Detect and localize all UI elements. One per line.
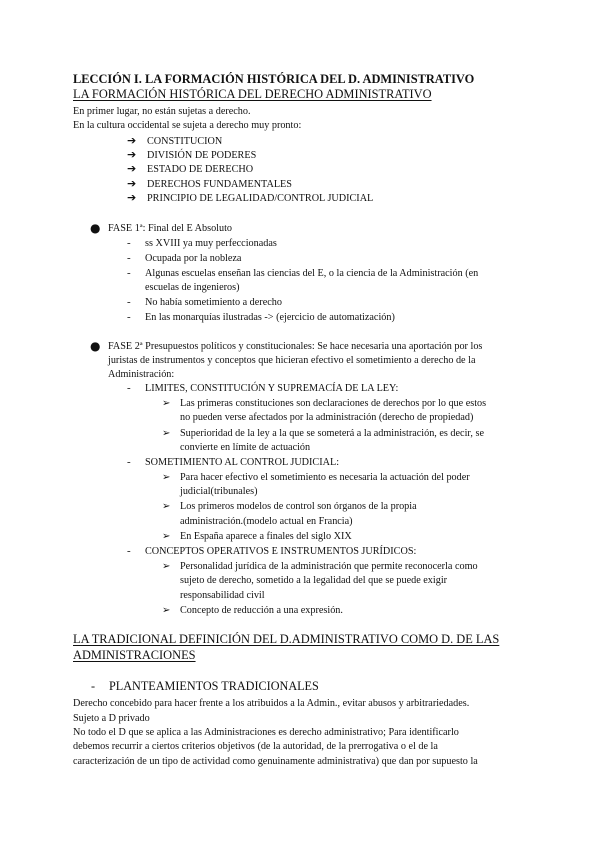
fase2-group-heading: LIMITES, CONSTITUCIÓN Y SUPREMACÍA DE LA LEY: <box>145 383 399 394</box>
triangle-arrow-icon: ➢ <box>162 398 171 409</box>
fase2-subitem: ➢ Superioridad de la ley a la que se someterá a la administración, es decir, se <box>162 428 484 439</box>
section-heading-definicion: ADMINISTRACIONES <box>73 648 196 662</box>
arrow-list-item: ➔ ESTADO DE DERECHO <box>127 162 254 175</box>
arrow-list-item: ➔ DERECHOS FUNDAMENTALES <box>127 177 292 190</box>
arrow-list-item: ➔ DIVISIÓN DE PODERES <box>127 148 257 161</box>
intro-line: En la cultura occidental se sujeta a derecho muy pronto: <box>73 120 302 131</box>
dash-icon: - <box>127 296 131 308</box>
triangle-arrow-icon: ➢ <box>162 605 171 616</box>
dash-icon: - <box>127 237 131 249</box>
dash-icon: - <box>127 252 131 264</box>
paragraph-line: No todo el D que se aplica a las Administraciones es derecho administrativo; Para identificarlo <box>73 727 459 738</box>
arrow-icon: ➔ <box>127 162 137 175</box>
fase1-item: No había sometimiento a derecho <box>145 297 282 308</box>
triangle-arrow-icon: ➢ <box>162 501 171 512</box>
fase2-subitem: ➢ Los primeros modelos de control son órganos de la propia <box>162 501 417 512</box>
fase1-item: ss XVIII ya muy perfeccionadas <box>145 238 277 249</box>
intro-line: En primer lugar, no están sujetas a derecho. <box>73 106 251 117</box>
paragraph-line: Derecho concebido para hacer frente a los atribuidos a la Admin., evitar abusos y arbitrariedades. <box>73 698 470 709</box>
arrow-list-item: ➔ CONSTITUCION <box>127 134 223 147</box>
triangle-arrow-icon: ➢ <box>162 531 171 542</box>
section-heading-definicion: LA TRADICIONAL DEFINICIÓN DEL D.ADMINISTRATIVO COMO D. DE LAS <box>73 632 500 646</box>
fase2-subitem-continuation: responsabilidad civil <box>180 590 265 601</box>
dash-icon: - <box>127 382 131 394</box>
fase2-label: juristas de instrumentos y conceptos que hicieran efectivo el sometimiento a derecho de la <box>108 355 476 366</box>
fase2-subitem: ➢ Concepto de reducción a una expresión. <box>162 605 343 616</box>
fase2-subitem-continuation: administración.(modelo actual en Francia) <box>180 516 353 527</box>
fase1-label: FASE 1ª: Final del E Absoluto <box>108 223 233 234</box>
fase2-subitem: ➢ Las primeras constituciones son declaraciones de derechos por lo que estos <box>162 398 487 409</box>
fase2-subitem: ➢ En España aparece a finales del siglo XIX <box>162 531 352 542</box>
paragraph-line: caracterización de un tipo de actividad como genuinamente administrativa) que dan por supuesto la <box>73 756 478 767</box>
dash-icon: - <box>127 456 131 468</box>
fase2-subitem: ➢ Personalidad jurídica de la administración que permite reconocerla como <box>162 561 478 572</box>
section-heading-formacion: LA FORMACIÓN HISTÓRICA DEL DERECHO ADMINISTRATIVO <box>73 87 432 101</box>
fase1-item: Algunas escuelas enseñan las ciencias del E, o la ciencia de la Administración (en <box>145 268 479 279</box>
fase1-item: En las monarquías ilustradas -> (ejercicio de automatización) <box>145 312 395 323</box>
arrow-icon: ➔ <box>127 191 137 204</box>
dash-icon: - <box>127 545 131 557</box>
bullet-icon: ● <box>90 339 101 353</box>
page-title: LECCIÓN I. LA FORMACIÓN HISTÓRICA DEL D. ADMINISTRATIVO <box>73 72 475 86</box>
dash-icon: - <box>127 311 131 323</box>
fase2-subitem-continuation: sujeto de derecho, sometido a la legalidad del que se puede exigir <box>180 575 448 586</box>
paragraph-line: Sujeto a D privado <box>73 713 150 724</box>
fase2-subitem-continuation: convierte en límite de actuación <box>180 442 311 453</box>
fase2-subitem: ➢ Para hacer efectivo el sometimiento es necesaria la actuación del poder <box>162 472 470 483</box>
fase1-item-continuation: escuelas de ingenieros) <box>145 282 240 293</box>
dash-icon: - <box>127 267 131 279</box>
bullet-icon: ● <box>90 221 101 235</box>
fase2-group-heading: CONCEPTOS OPERATIVOS E INSTRUMENTOS JURÍDICOS: <box>145 546 417 557</box>
paragraph-line: debemos recurrir a ciertos criterios objetivos (de la autoridad, de la prerrogativa o el de la <box>73 741 438 752</box>
arrow-list-item: ➔ PRINCIPIO DE LEGALIDAD/CONTROL JUDICIAL <box>127 191 374 204</box>
fase2-label: FASE 2ª Presupuestos políticos y constitucionales: Se hace necesaria una aportación por los <box>108 341 483 352</box>
triangle-arrow-icon: ➢ <box>162 561 171 572</box>
triangle-arrow-icon: ➢ <box>162 428 171 439</box>
arrow-icon: ➔ <box>127 148 137 161</box>
subheading-planteamientos: PLANTEAMIENTOS TRADICIONALES <box>109 679 319 693</box>
fase2-subitem-continuation: judicial(tribunales) <box>180 486 258 497</box>
fase1-item: Ocupada por la nobleza <box>145 253 242 264</box>
arrow-icon: ➔ <box>127 177 137 190</box>
fase2-subitem-continuation: no pueden verse afectados por la administración (derecho de propiedad) <box>180 412 474 423</box>
triangle-arrow-icon: ➢ <box>162 472 171 483</box>
dash-icon: - <box>91 679 96 693</box>
fase2-group-heading: SOMETIMIENTO AL CONTROL JUDICIAL: <box>145 457 340 468</box>
fase2-label: Administración: <box>108 369 175 380</box>
arrow-icon: ➔ <box>127 134 137 147</box>
